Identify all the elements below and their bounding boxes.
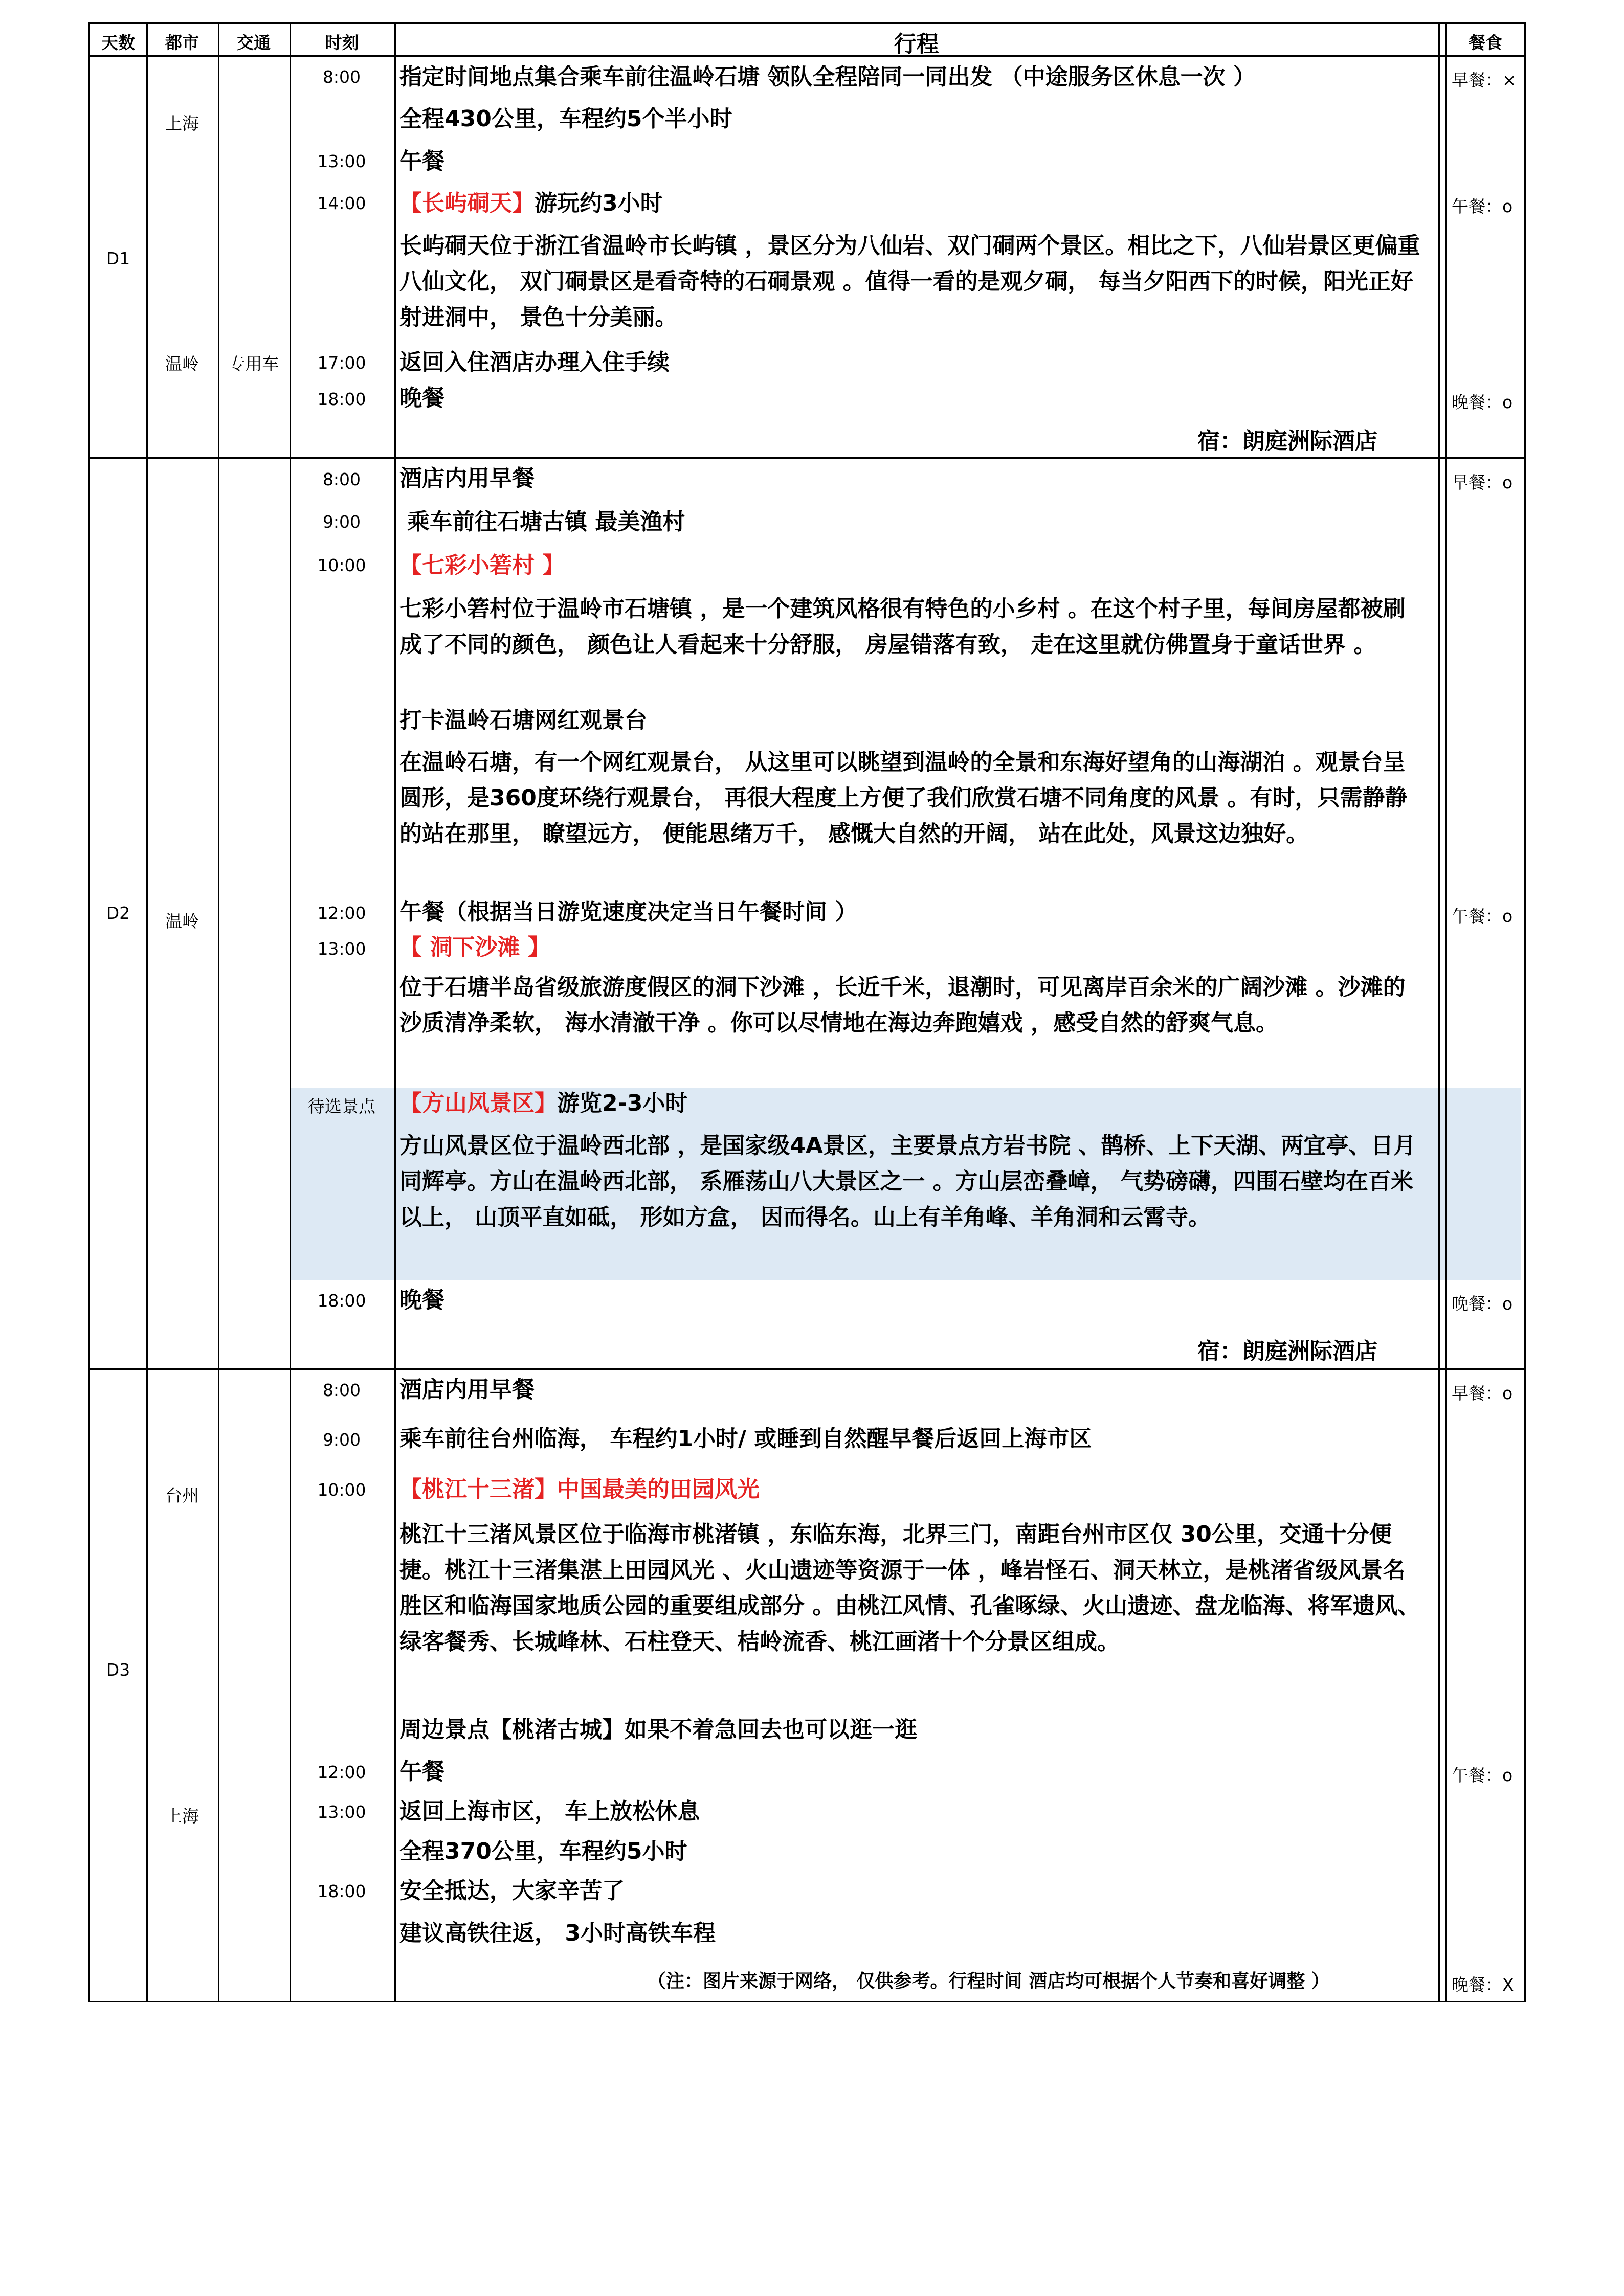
time-label: 10:00 <box>317 555 366 575</box>
attraction-name: 【长屿硐天】 <box>399 190 535 216</box>
time-label: 9:00 <box>322 512 361 532</box>
itinerary-item <box>399 548 1425 583</box>
header-time: 时刻 <box>325 33 359 53</box>
col-divider <box>146 24 148 2001</box>
itinerary-item: 乘车前往台州临海， 车程约1小时/ 或睡到自然醒早餐后返回上海市区 <box>399 1426 1092 1452</box>
row-divider <box>90 1368 1524 1370</box>
city-label: 上海 <box>165 1806 199 1826</box>
meal-dinner: 晚餐：o <box>1452 1294 1513 1314</box>
meal-breakfast: 早餐：× <box>1452 70 1517 90</box>
col-divider <box>218 24 219 2001</box>
city-label: 温岭 <box>165 354 199 374</box>
meal-lunch: 午餐：o <box>1452 906 1513 926</box>
time-label: 18:00 <box>317 1291 366 1311</box>
time-label: 12:00 <box>317 903 366 923</box>
time-label: 13:00 <box>317 151 366 171</box>
time-label: 13:00 <box>317 939 366 959</box>
itinerary-item: 指定时间地点集合乘车前往温岭石塘 领队全程陪同一同出发 （中途服务区休息一次 ） <box>399 64 1256 90</box>
day-label: D3 <box>106 1660 130 1680</box>
description-paragraph: 长屿硐天位于浙江省温岭市长屿镇 ，景区分为八仙岩、双门硐两个景区。相比之下，八仙岩景区更偏重八仙文化， 双门硐景区是看奇特的石硐景观 。值得一看的是观夕硐， 每当夕阳西下的时候，阳光正好射进洞中， 景色十分美丽。 <box>399 233 1420 330</box>
time-label: 18:00 <box>317 389 366 409</box>
itinerary-item: 打卡温岭石塘网红观景台 <box>399 707 647 733</box>
itinerary-item: 返回入住酒店办理入住手续 <box>399 349 670 375</box>
header-meals: 餐食 <box>1469 33 1502 53</box>
header-itinerary: 行程 <box>894 31 939 57</box>
itinerary-item: 午餐 <box>399 1759 444 1785</box>
hotel-stay: 宿：朗庭洲际酒店 <box>1197 1338 1377 1364</box>
description-paragraph: 桃江十三渚风景区位于临海市桃渚镇 ，东临东海，北界三门，南距台州市区仅 30公里，交通十分便捷。桃江十三渚集湛上田园风光 、火山遗迹等资源于一体 ，峰岩怪石、洞天林立，是桃渚省级风景名胜区和临海国家地质公园的重要组成部分 。由桃江风情、孔雀啄绿、火山遗迹、盘龙临海、将军遗风、绿客餐秀、长城峰林、石柱登天、桔岭流香、桃江画渚十个分景区组成。 <box>399 1521 1420 1655</box>
time-label: 14:00 <box>317 193 366 213</box>
itinerary-item: 周边景点【桃渚古城】如果不着急回去也可以逛一逛 <box>399 1717 917 1743</box>
col-divider <box>1445 24 1447 2001</box>
time-label: 12:00 <box>317 1762 366 1782</box>
transport-label: 专用车 <box>228 354 279 374</box>
meal-breakfast: 早餐：o <box>1452 472 1513 492</box>
meal-lunch: 午餐：o <box>1452 1765 1513 1785</box>
attraction-name: 【方山风景区】 <box>399 1090 557 1116</box>
col-divider <box>1438 24 1440 2001</box>
itinerary-item: 晚餐 <box>399 385 444 411</box>
attraction-name: 【 洞下沙滩 】 <box>399 934 550 960</box>
description-paragraph: 位于石塘半岛省级旅游度假区的洞下沙滩 ，长近千米，退潮时，可见离岸百余米的广阔沙滩 。沙滩的沙质清净柔软， 海水清澈干净 。你可以尽情地在海边奔跑嬉戏 ，感受自然的舒爽气息。 <box>399 974 1406 1036</box>
itinerary-item: 返回上海市区， 车上放松休息 <box>399 1798 700 1825</box>
duration: 游玩约3小时 <box>535 190 663 216</box>
itinerary-item <box>399 1086 1425 1121</box>
time-label: 13:00 <box>317 1802 366 1822</box>
footnote: （注：图片来源于网络， 仅供参考。行程时间 酒店均可根据个人节奏和喜好调整 ） <box>648 1971 1330 1992</box>
header-transport: 交通 <box>237 33 271 53</box>
meal-breakfast: 早餐：o <box>1452 1383 1513 1403</box>
time-label: 8:00 <box>322 1380 361 1400</box>
time-label: 17:00 <box>317 353 366 373</box>
itinerary-item: 建议高铁往返， 3小时高铁车程 <box>399 1920 716 1946</box>
time-label: 18:00 <box>317 1881 366 1901</box>
itinerary-item: 午餐 <box>399 148 444 174</box>
itinerary-item <box>399 1472 1425 1507</box>
meal-dinner: 晚餐：o <box>1452 392 1513 412</box>
header-city: 都市 <box>165 33 199 53</box>
itinerary-item: 乘车前往石塘古镇 最美渔村 <box>407 509 685 535</box>
itinerary-item: 全程430公里，车程约5个半小时 <box>399 106 732 132</box>
attraction-name: 【七彩小箬村 】 <box>399 552 565 578</box>
time-label: 9:00 <box>322 1430 361 1450</box>
day-label: D1 <box>106 249 130 268</box>
itinerary-item <box>399 930 1425 965</box>
row-divider <box>90 457 1524 459</box>
header-day: 天数 <box>101 33 135 53</box>
day-label: D2 <box>106 903 130 923</box>
city-label: 台州 <box>165 1485 199 1505</box>
itinerary-item: 酒店内用早餐 <box>399 465 535 491</box>
itinerary-item: 安全抵达，大家辛苦了 <box>399 1878 625 1904</box>
meal-dinner: 晚餐：X <box>1452 1975 1514 1995</box>
itinerary-item: 酒店内用早餐 <box>399 1377 535 1403</box>
meal-lunch: 午餐：o <box>1452 196 1513 216</box>
attraction-name: 【桃江十三渚】中国最美的田园风光 <box>399 1476 760 1502</box>
time-label: 8:00 <box>322 469 361 489</box>
city-label: 上海 <box>165 114 199 133</box>
description-paragraph: 七彩小箬村位于温岭市石塘镇 ，是一个建筑风格很有特色的小乡村 。在这个村子里，每间房屋都被刷成了不同的颜色， 颜色让人看起来十分舒服， 房屋错落有致， 走在这里就仿佛置身于童话世界 。 <box>399 596 1406 658</box>
itinerary-table <box>88 22 1526 2002</box>
description-paragraph: 方山风景区位于温岭西北部 ，是国家级4A景区，主要景点方岩书院 、鹊桥、上下天湖、两宜亭、日月同辉亭。方山在温岭西北部， 系雁荡山八大景区之一 。方山层峦叠嶂， 气势磅礴，四围石壁均在百米以上， 山顶平直如砥， 形如方盒， 因而得名。山上有羊角峰、羊角洞和云霄寺。 <box>399 1133 1416 1230</box>
time-label: 10:00 <box>317 1480 366 1500</box>
itinerary-item: 晚餐 <box>399 1287 444 1313</box>
itinerary-item: 全程370公里，车程约5小时 <box>399 1838 687 1864</box>
hotel-stay: 宿：朗庭洲际酒店 <box>1197 428 1377 454</box>
col-divider <box>290 24 291 2001</box>
itinerary-item: 午餐（根据当日游览速度决定当日午餐时间 ） <box>399 899 858 925</box>
optional-label: 待选景点 <box>308 1096 375 1116</box>
city-label: 温岭 <box>165 911 199 931</box>
col-divider <box>394 24 396 2001</box>
time-label: 8:00 <box>322 67 361 87</box>
itinerary-item <box>399 186 1425 221</box>
description-paragraph: 在温岭石塘，有一个网红观景台， 从这里可以眺望到温岭的全景和东海好望角的山海湖泊 。观景台呈圆形，是360度环绕行观景台， 再很大程度上方便了我们欣赏石塘不同角度的风景 。有时，只需静静的站在那里， 瞭望远方， 便能思绪万千， 感慨大自然的开阔， 站在此处，风景这边独好。 <box>399 749 1408 847</box>
duration: 游览2-3小时 <box>557 1090 688 1116</box>
